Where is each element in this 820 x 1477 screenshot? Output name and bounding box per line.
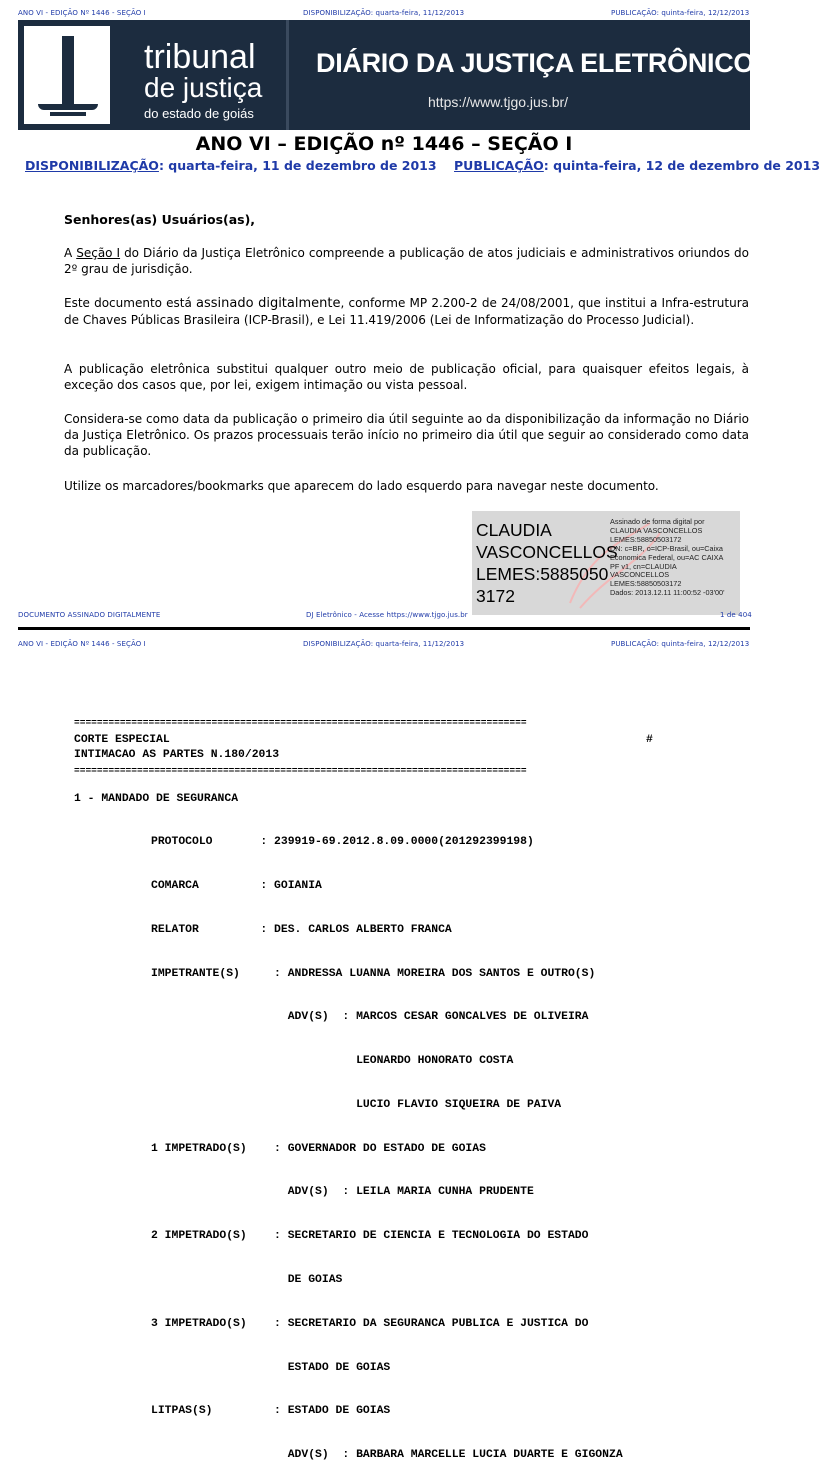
case-line: DE GOIAS [151, 1274, 343, 1286]
brand-de-justica: de justiça [144, 72, 263, 103]
pub-value: : quinta-feira, 12 de dezembro de 2013 [543, 158, 820, 173]
footer-page-number: 1 de 404 [720, 611, 752, 619]
digital-signature-box[interactable] [472, 511, 740, 615]
edition-dates [25, 158, 820, 173]
separator-line: =============================================================================== [74, 765, 527, 776]
case-line: 1 IMPETRADO(S) : GOVERNADOR DO ESTADO DE GOIAS [151, 1142, 486, 1155]
case-line: IMPETRANTE(S) : ANDRESSA LUANNA MOREIRA DOS SANTOS E OUTRO(S) [151, 967, 596, 980]
page2-header-publicacao: PUBLICAÇÃO: quinta-feira, 12/12/2013 [611, 640, 750, 648]
case-line: ESTADO DE GOIAS [151, 1361, 391, 1374]
footer-access: DJ Eletrônico - Acesse https://www.tjgo.jus.br [306, 611, 468, 619]
footer-signed: DOCUMENTO ASSINADO DIGITALMENTE [18, 611, 161, 619]
page-break-rule [18, 627, 750, 630]
case-line: PROTOCOLO : 239919-69.2012.8.09.0000(201292399198) [151, 836, 534, 849]
case-line: LUCIO FLAVIO SIQUEIRA DE PAIVA [151, 1098, 562, 1111]
banner-divider [286, 20, 289, 130]
paragraph-secao: A Seção I do Diário da Justiça Eletrônico compreende a publicação de atos judiciais e administrativos oriundos do 2º grau de jurisdição. [64, 246, 749, 276]
separator-line: =============================================================================== [74, 717, 527, 728]
page2-header-disponibilizacao: DISPONIBILIZAÇÃO: quarta-feira, 11/12/2013 [303, 640, 465, 648]
brand-tribunal: tribunal [144, 38, 256, 76]
tribunal-logo [24, 26, 110, 124]
case-heading: 1 - MANDADO DE SEGURANCA [74, 793, 239, 805]
masthead-banner [18, 20, 755, 130]
case-line: 3 IMPETRADO(S) : SECRETARIO DA SEGURANCA PUBLICA E JUSTICA DO [151, 1317, 589, 1330]
edition-title: ANO VI – EDIÇÃO nº 1446 – SEÇÃO I [195, 133, 573, 155]
case-line: ADV(S) : LEILA MARIA CUNHA PRUDENTE [151, 1186, 534, 1199]
paragraph-publicacao: A publicação eletrônica substitui qualquer outro meio de publicação oficial, para quaisquer efeitos legais, à exceção dos casos que, por lei, exigem intimação ou vista pessoal. [64, 362, 749, 392]
disp-value: : quarta-feira, 11 de dezembro de 2013 [158, 158, 437, 173]
case-line: RELATOR : DES. CARLOS ALBERTO FRANCA [151, 923, 452, 936]
signature-details: Assinado de forma digital por CLAUDIA VASCONCELLOS LEMES:58850503172 DN: c=BR, o=ICP-Brasil, ou=Caixa Economica Federal, ou=AC CAIXA PF v1, cn=CLAUDIA VASCONCELLOS LEMES:58850503172 Dados: 2013.12.11 11:00:52 -03'00' [610, 517, 725, 598]
section-name: CORTE ESPECIAL [74, 734, 170, 746]
page2-header-edition: ANO VI - EDIÇÃO Nº 1446 - SEÇÃO I [18, 640, 146, 648]
greeting: Senhores(as) Usuários(as), [64, 212, 256, 227]
brand-estado: do estado de goiás [144, 106, 254, 121]
case-line: LITPAS(S) : ESTADO DE GOIAS [151, 1405, 391, 1418]
paragraph-bookmarks: Utilize os marcadores/bookmarks que aparecem do lado esquerdo para navegar neste documento. [64, 479, 659, 493]
journal-url[interactable]: https://www.tjgo.jus.br/ [428, 94, 569, 110]
journal-title: DIÁRIO DA JUSTIÇA ELETRÔNICO [316, 48, 755, 78]
signer-name: CLAUDIA VASCONCELLOS LEMES:5885050 3172 [476, 520, 618, 606]
header-publicacao: PUBLICAÇÃO: quinta-feira, 12/12/2013 [611, 9, 750, 17]
paragraph-assinatura: Este documento está assinado digitalmente, conforme MP 2.200-2 de 24/08/2001, que institui a Infra-estrutura de Chaves Públicas Brasileira (ICP-Brasil), e Lei 11.419/2006 (Lei de Informatização do Processo Judicial). [64, 296, 749, 327]
section-marker: # [646, 734, 653, 746]
header-edition: ANO VI - EDIÇÃO Nº 1446 - SEÇÃO I [18, 9, 146, 17]
case-line: ADV(S) : BARBARA MARCELLE LUCIA DUARTE E GIGONZA [151, 1449, 623, 1462]
disp-label: DISPONIBILIZAÇÃO [25, 158, 159, 173]
secao-link[interactable]: Seção I [76, 246, 121, 260]
case-details [151, 806, 623, 1477]
case-line: COMARCA : GOIANIA [151, 879, 322, 892]
case-line: ADV(S) : MARCOS CESAR GONCALVES DE OLIVEIRA [151, 1011, 589, 1024]
pub-label: PUBLICAÇÃO [454, 158, 544, 173]
case-line: 2 IMPETRADO(S) : SECRETARIO DE CIENCIA E TECNOLOGIA DO ESTADO [151, 1230, 589, 1243]
intimacao-title: INTIMACAO AS PARTES N.180/2013 [74, 749, 280, 761]
case-line: LEONARDO HONORATO COSTA [151, 1055, 514, 1068]
header-disponibilizacao: DISPONIBILIZAÇÃO: quarta-feira, 11/12/2013 [303, 9, 465, 17]
paragraph-prazos: Considera-se como data da publicação o primeiro dia útil seguinte ao da disponibilização da informação no Diário da Justiça Eletrônico. Os prazos processuais terão início no primeiro dia útil que seguir ao considerado como data da publicação. [64, 412, 749, 458]
